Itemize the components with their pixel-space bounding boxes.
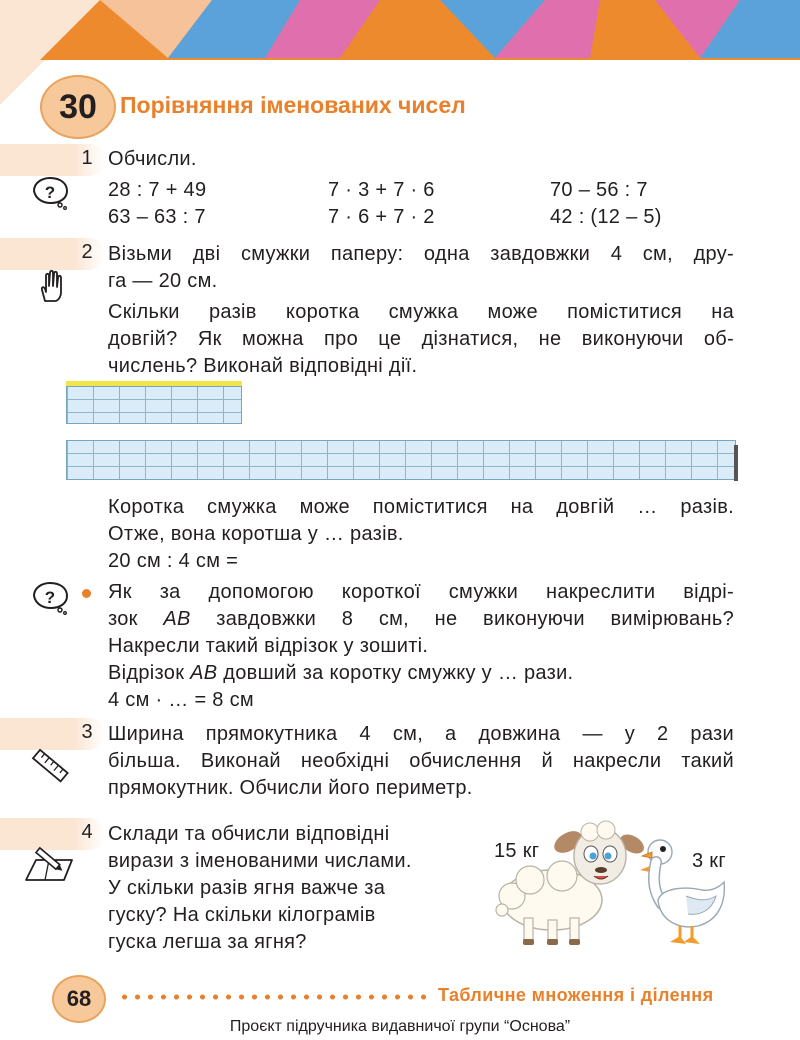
notebook-pencil-icon (24, 846, 76, 884)
task2-question (108, 299, 734, 380)
task2-b1: Як за допомогою короткої смужки накреслити відрі- (108, 581, 734, 603)
task2-q3: числень? Виконай відповідні дії. (108, 355, 418, 377)
task2-a1: Коротка смужка може поміститися на довгій … разів. (108, 496, 734, 518)
lesson-number: 30 (40, 75, 116, 139)
task4-l1: Склади та обчисли відповідні (108, 823, 390, 845)
task2-line1: Візьми дві смужки паперу: одна завдовжки 4 см, дру- (108, 243, 734, 265)
task1-expr-6: 42 : (12 – 5) (550, 206, 662, 228)
task2-b4-post: довший за коротку смужку у … рази. (217, 662, 574, 684)
task4-l5: гуска легша за ягня? (108, 931, 307, 953)
task2-line2: га — 20 см. (108, 270, 218, 292)
publisher-note: Проєкт підручника видавничої групи “Основа” (229, 1018, 571, 1035)
top-banner (0, 0, 800, 60)
task2-q2: довгій? Як можна про це дізнатися, не виконуючи об- (108, 328, 734, 350)
ruler-icon (30, 748, 70, 784)
task2-b4 (108, 660, 734, 687)
task2-b2 (108, 606, 734, 633)
task-number-4: 4 (81, 821, 93, 843)
section-title: Табличне множення і ділення (438, 985, 714, 1005)
task1-expr-5: 7 · 6 + 7 · 2 (328, 206, 435, 228)
task-number-1: 1 (81, 147, 93, 169)
bullet-marker (82, 589, 91, 598)
short-paper-strip (66, 386, 242, 424)
goose-weight: 3 кг (692, 850, 726, 872)
task2-q1: Скільки разів коротка смужка може поміститися на (108, 301, 734, 323)
task2-b4-pre: Відрізок (108, 662, 191, 684)
task1-expr-2: 7 · 3 + 7 · 6 (328, 179, 435, 201)
long-paper-strip (66, 440, 736, 480)
task2-b2-post: завдовжки 8 см, не виконуючи вимірювань? (190, 608, 735, 630)
task-number-2: 2 (81, 241, 93, 263)
task1-expr-4: 63 – 63 : 7 (108, 206, 206, 228)
task4-l3: У скільки разів ягня важче за (108, 877, 386, 899)
task4-l4: гуску? На скільки кілограмів (108, 904, 376, 926)
task3-l1: Ширина прямокутника 4 см, а довжина — у 2 рази (108, 723, 734, 745)
svg-text:?: ? (44, 183, 56, 202)
task2-b5: 4 см · … = 8 см (108, 689, 254, 711)
lesson-title: Порівняння іменованих чисел (120, 92, 466, 118)
dotted-leader (118, 993, 428, 1001)
task2-a3: 20 см : 4 см = (108, 550, 239, 572)
task2-a2: Отже, вона коротша у … разів. (108, 523, 404, 545)
task2-sub (108, 579, 734, 714)
svg-text:?: ? (44, 588, 56, 607)
task-number-3: 3 (81, 721, 93, 743)
task2-b2-pre: зок (108, 608, 164, 630)
task1-prompt: Обчисли. (108, 148, 197, 170)
task3-l3: прямокутник. Обчисли його периметр. (108, 777, 473, 799)
segment-ab: АВ (163, 608, 191, 630)
page-number: 68 (52, 975, 106, 1023)
long-strip-shadow (734, 445, 738, 481)
hand-icon (36, 268, 68, 304)
segment-ab: АВ (190, 662, 218, 684)
lamb-weight: 15 кг (494, 840, 540, 862)
task1-expr-1: 28 : 7 + 49 (108, 179, 207, 201)
question-bubble-icon (30, 581, 72, 615)
task4-l2: вирази з іменованими числами. (108, 850, 412, 872)
goose-illustration (640, 830, 730, 950)
task2-b3: Накресли такий відрізок у зошиті. (108, 635, 429, 657)
task1-expr-3: 70 – 56 : 7 (550, 179, 648, 201)
task2-intro (108, 241, 734, 295)
question-bubble-icon (30, 176, 72, 210)
task3-l2: більша. Виконай необхідні обчислення й накресли такий (108, 750, 734, 772)
task2-answer (108, 494, 734, 575)
lamb-illustration (490, 818, 650, 953)
task3-text (108, 721, 734, 802)
